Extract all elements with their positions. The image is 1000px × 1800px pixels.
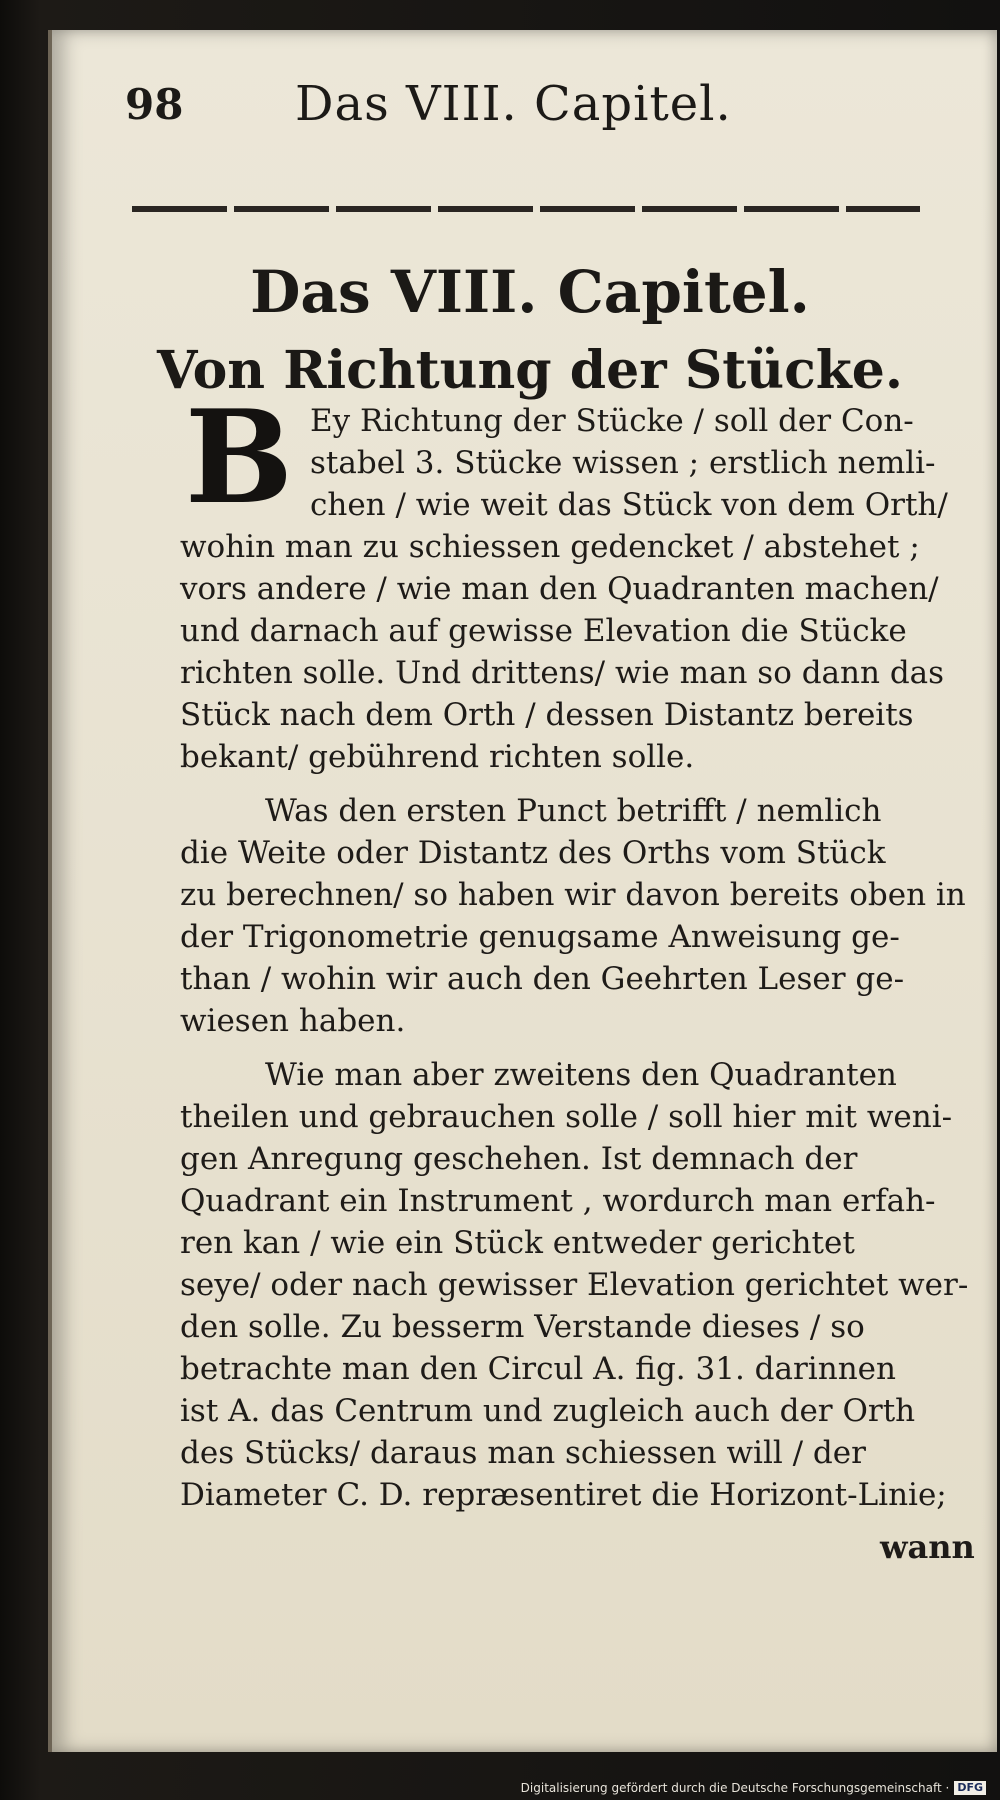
catchword: wann bbox=[880, 1528, 975, 1566]
text-line: seye/ oder nach gewisser Elevation gerichtet wer- bbox=[180, 1267, 969, 1303]
text-line: richten solle. Und drittens/ wie man so dann das bbox=[180, 655, 945, 691]
dfg-logo: DFG bbox=[954, 1781, 986, 1795]
drop-cap: B bbox=[184, 383, 294, 533]
text-line: ren kan / wie ein Stück entweder gerichtet bbox=[180, 1225, 855, 1261]
digitization-footer bbox=[521, 1781, 986, 1795]
text-line: den solle. Zu besserm Verstande dieses / so bbox=[180, 1309, 865, 1345]
text-line: betrachte man den Circul A. fig. 31. darinnen bbox=[180, 1351, 896, 1387]
footer-credit: Digitalisierung gefördert durch die Deutsche Forschungsgemeinschaft · bbox=[520, 1781, 950, 1795]
running-title: Das VIII. Capitel. bbox=[295, 76, 732, 132]
text-line: Ey Richtung der Stücke / soll der Con- bbox=[310, 403, 914, 439]
text-line: stabel 3. Stücke wissen ; erstlich nemli- bbox=[310, 445, 936, 481]
text-line: bekant/ gebührend richten solle. bbox=[180, 739, 695, 775]
text-line: der Trigonometrie genugsame Anweisung ge- bbox=[180, 919, 900, 955]
header-rule bbox=[132, 206, 920, 212]
text-line: Diameter C. D. repræsentiret die Horizont-Linie; bbox=[180, 1477, 947, 1513]
page-number: 98 bbox=[125, 80, 184, 129]
text-line: des Stücks/ daraus man schiessen will / der bbox=[180, 1435, 866, 1471]
text-line: wohin man zu schiessen gedencket / abstehet ; bbox=[180, 529, 920, 565]
text-line: zu berechnen/ so haben wir davon bereits oben in bbox=[180, 877, 966, 913]
text-line: Stück nach dem Orth / dessen Distantz bereits bbox=[180, 697, 914, 733]
chapter-title: Das VIII. Capitel. bbox=[250, 258, 810, 326]
text-line: Was den ersten Punct betrifft / nemlich bbox=[265, 793, 882, 829]
text-line: theilen und gebrauchen solle / soll hier mit weni- bbox=[180, 1099, 953, 1135]
text-line: chen / wie weit das Stück von dem Orth/ bbox=[310, 487, 948, 523]
text-line: ist A. das Centrum und zugleich auch der Orth bbox=[180, 1393, 916, 1429]
text-line: Quadrant ein Instrument , wordurch man erfah- bbox=[180, 1183, 936, 1219]
text-line: Wie man aber zweitens den Quadranten bbox=[265, 1057, 897, 1093]
text-line: wiesen haben. bbox=[180, 1003, 406, 1039]
section-title: Von Richtung der Stücke. bbox=[157, 340, 903, 401]
text-line: und darnach auf gewisse Elevation die Stücke bbox=[180, 613, 907, 649]
text-line: gen Anregung geschehen. Ist demnach der bbox=[180, 1141, 858, 1177]
text-line: die Weite oder Distantz des Orths vom Stück bbox=[180, 835, 886, 871]
text-line: than / wohin wir auch den Geehrten Leser ge- bbox=[180, 961, 905, 997]
text-line: vors andere / wie man den Quadranten machen/ bbox=[180, 571, 939, 607]
page-header bbox=[125, 70, 925, 150]
